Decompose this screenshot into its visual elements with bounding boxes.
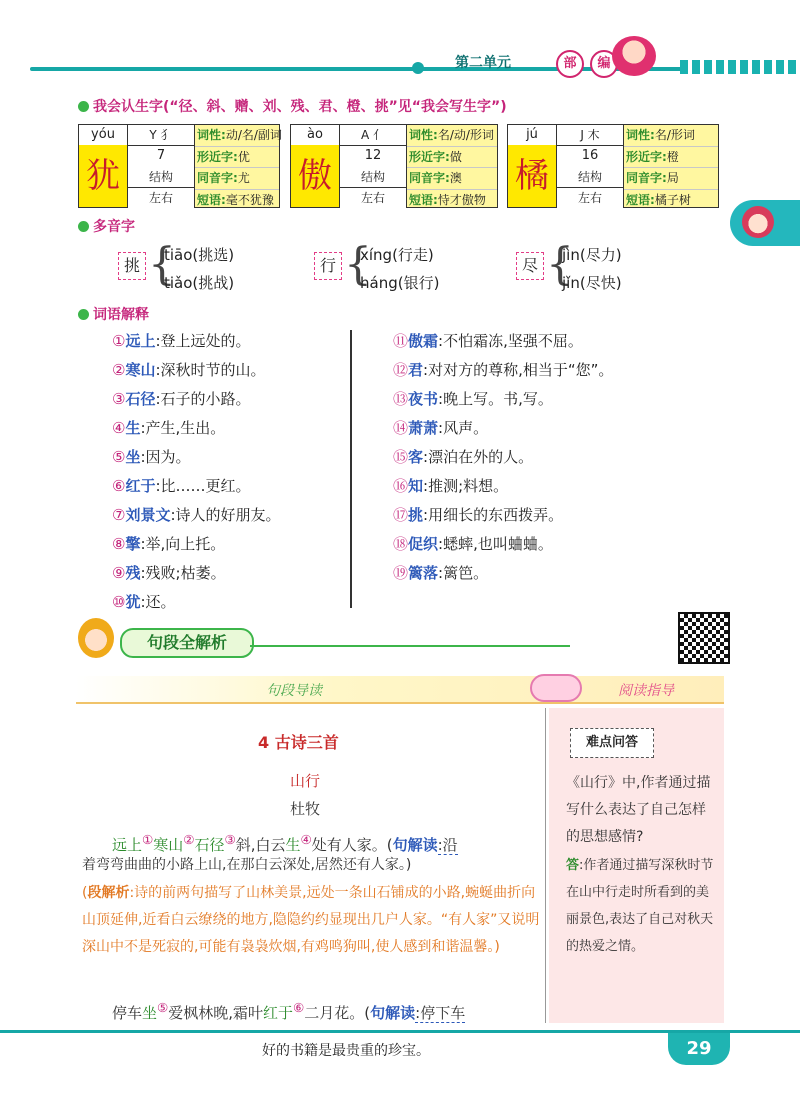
card-radical: A 亻 (340, 125, 407, 146)
brace-icon: { (546, 239, 574, 290)
char-card-1 (78, 124, 280, 208)
gloss-item: ⑯知:推测;料想。 (393, 477, 509, 495)
gloss-item: ⑥红于:比……更红。 (112, 477, 251, 495)
gloss-item: ⑦刘景文:诗人的好朋友。 (112, 506, 281, 524)
card-structure-label: 结构 (340, 167, 407, 187)
card-pinyin: jú (508, 125, 557, 146)
gloss-item: ⑫君:对对方的尊称,相当于“您”。 (393, 361, 614, 379)
gloss-item: ⑮客:漂泊在外的人。 (393, 448, 534, 466)
card-pinyin: ào (291, 125, 340, 146)
gloss-item: ⑱促织:蟋蟀,也叫蛐蛐。 (393, 535, 553, 553)
card-strokes: 7 (128, 145, 195, 167)
card-structure-label: 结构 (557, 167, 624, 187)
char-card-2 (290, 124, 498, 208)
guide-left-label: 句段导读 (266, 683, 322, 699)
gloss-item: ③石径:石子的小路。 (112, 390, 251, 408)
poem-line-1-explain: 着弯弯曲曲的小路上山,在那白云深处,居然还有人家。) (82, 857, 412, 873)
edition-badge-2: 编 (590, 50, 618, 78)
side-tag: 难点问答 (570, 728, 654, 758)
gloss-item: ⑪傲霜:不怕霜冻,坚强不屈。 (393, 332, 583, 350)
girl-mascot-icon (612, 36, 656, 76)
side-answer: 答:作者通过描写深秋时节在山中行走时所看到的美丽景色,表达了自己对秋天的热爱之情。 (566, 858, 714, 954)
card-structure: 左右 (340, 187, 407, 208)
brace-icon: { (148, 239, 176, 290)
card-structure: 左右 (128, 187, 195, 208)
gloss-item: ⑲篱落:篱笆。 (393, 564, 489, 582)
cloud-icon (530, 674, 582, 702)
card-pinyin: yóu (79, 125, 128, 146)
card-structure-label: 结构 (128, 167, 195, 187)
section-glossary: 词语解释 (78, 304, 149, 324)
card-structure: 左右 (557, 187, 624, 208)
card-info: 词性:名/动/形词 形近字:做 同音字:澳 短语:恃才傲物 (407, 125, 497, 207)
card-char: 犹 (79, 145, 128, 207)
card-info: 词性:名/形词 形近字:橙 同音字:局 短语:橘子树 (624, 125, 718, 207)
poem-line-2: 停车坐⑤爱枫林晚,霜叶红于⑥二月花。(句解读:停下车 (112, 1000, 466, 1022)
gloss-item: ②寒山:深秋时节的山。 (112, 361, 266, 379)
header-dot (412, 62, 424, 74)
card-strokes: 12 (340, 145, 407, 167)
header-pattern (680, 60, 800, 74)
qr-code-icon[interactable] (678, 612, 730, 664)
poem-author: 杜牧 (290, 800, 321, 818)
gloss-item: ④生:产生,生出。 (112, 419, 226, 437)
section-polyphone: 多音字 (78, 216, 135, 236)
gloss-item: ⑬夜书:晚上写。书,写。 (393, 390, 553, 408)
guide-right-label: 阅读指导 (618, 683, 674, 699)
edition-badge-1: 部 (556, 50, 584, 78)
column-divider (545, 708, 546, 1023)
bullet-icon (78, 101, 89, 112)
monkey-mascot-icon (78, 618, 114, 658)
gloss-item: ⑩犹:还。 (112, 593, 176, 611)
side-question: 《山行》中,作者通过描写什么表达了自己怎样的思想感情? (566, 775, 711, 845)
card-strokes: 16 (557, 145, 624, 167)
poem-line-1: 远上①寒山②石径③斜,白云生④处有人家。(句解读:沿 (112, 832, 458, 854)
gloss-item: ⑨残:残败;枯萎。 (112, 564, 226, 582)
section-recognize: 我会认生字(“径、斜、赠、刘、残、君、橙、挑”见“我会写生字”) (78, 96, 507, 116)
segment-analysis: (段解析:诗的前两句描写了山林美景,远处一条山石铺成的小路,蜿蜒曲折向山顶延伸,近看白云缭绕的地方,隐隐约约显现出几户人家。“有人家”又说明深山中不是死寂的,可能有袅袅炊烟,有鸡鸣狗叫,使人感到和谐温馨。) (82, 885, 540, 955)
fox-mascot-icon (742, 206, 774, 238)
banner-rule (250, 645, 570, 647)
poem-name: 山行 (290, 772, 321, 790)
brace-icon: { (344, 239, 372, 290)
gloss-item: ⑭萧萧:风声。 (393, 419, 489, 437)
gloss-item: ⑰挑:用细长的东西拨弄。 (393, 506, 564, 524)
gloss-item: ⑤坐:因为。 (112, 448, 191, 466)
card-char: 橘 (508, 145, 557, 207)
card-info: 词性:动/名/副词 形近字:优 同音字:尤 短语:毫不犹豫 (195, 125, 279, 207)
bullet-icon (78, 309, 89, 320)
card-radical: Y 犭 (128, 125, 195, 146)
card-char: 傲 (291, 145, 340, 207)
poem-title: 4 古诗三首 (258, 733, 339, 752)
glossary-divider (350, 330, 352, 608)
analysis-banner: 句段全解析 (120, 628, 254, 658)
bullet-icon (78, 221, 89, 232)
char-card-3 (507, 124, 719, 208)
page-number: 29 (668, 1033, 730, 1065)
footer-slogan: 好的书籍是最贵重的珍宝。 (262, 1043, 430, 1059)
gloss-item: ⑧擎:举,向上托。 (112, 535, 226, 553)
gloss-item: ①远上:登上远处的。 (112, 332, 251, 350)
unit-title: 第二单元 (455, 55, 511, 71)
card-radical: J 木 (557, 125, 624, 146)
